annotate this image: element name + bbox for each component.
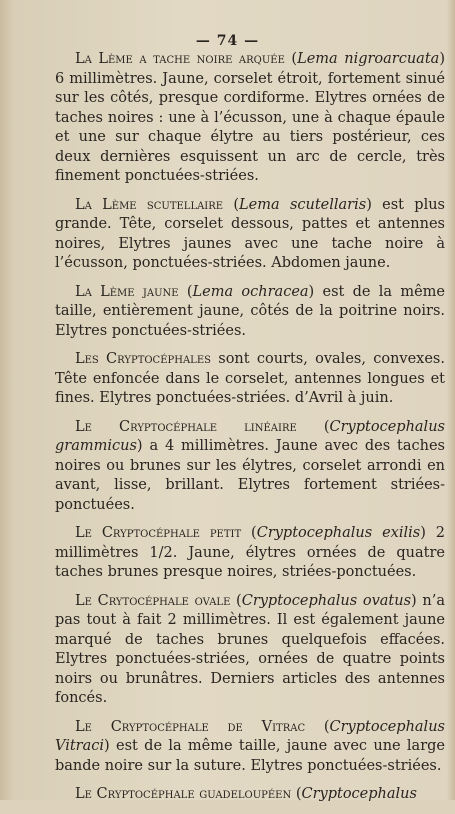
page-edge-left xyxy=(0,0,14,800)
paren-open: ( xyxy=(296,418,330,435)
entry-paragraph xyxy=(55,50,445,187)
description: sont courts, ovales, convexes. Tête enfoncée dans le corselet, antennes longues et fines. Elytres ponctuées-striées. d’Avril à juin. xyxy=(55,351,445,406)
latin-name: Lema scutellaris xyxy=(239,196,367,213)
paren-open: ( xyxy=(230,592,242,609)
page-number: — 74 — xyxy=(195,33,260,49)
paren-close: ) xyxy=(308,283,323,300)
paren-close: ) xyxy=(420,525,436,541)
species-name: Le Cryptocéphale guadeloupéen xyxy=(75,786,292,802)
paren-open: ( xyxy=(241,525,257,541)
species-name: Le Cryptocéphale linéaire xyxy=(75,418,297,435)
paren-open: ( xyxy=(223,196,240,213)
page-text xyxy=(55,50,445,814)
entry-paragraph xyxy=(55,350,445,409)
species-name: Le Crytocéphale ovale xyxy=(75,592,231,609)
paren-open: ( xyxy=(291,786,302,802)
page-edge-right xyxy=(447,0,455,800)
paren-close: ) xyxy=(366,196,383,213)
entry-paragraph xyxy=(55,785,445,805)
description: est plus grande. Tête, corselet dessous, pattes et antennes noires, Elytres jaunes avec une tache noire à l’écusson, ponctuées-striées. Abdomen jaune. xyxy=(55,196,445,271)
entry-paragraph xyxy=(55,592,445,709)
paren-open: ( xyxy=(305,718,330,735)
species-name: Le Cryptocéphale de Vitrac xyxy=(75,718,306,735)
species-name: Le Cryptocéphale petit xyxy=(75,525,242,541)
latin-name: Cryptocephalus exilis xyxy=(256,525,421,541)
paren-open: ( xyxy=(284,51,298,67)
entry-paragraph xyxy=(55,524,445,583)
description: est de la même taille, jaune avec une large bande noire sur la suture. Elytres ponctuées-striées. xyxy=(55,738,445,774)
entry-paragraph xyxy=(55,196,445,274)
description: est de la même taille, entièrement jaune, côtés de la poitrine noirs. Elytres ponctuées-striées. xyxy=(55,283,445,339)
description: 2 millimètres 1/2. Jaune, élytres ornées de quatre taches brunes presque noires, striées-ponctuées. xyxy=(55,525,445,580)
latin-name: Cryptocephalus xyxy=(301,786,417,802)
paren-close: ) xyxy=(411,592,423,609)
entry-paragraph xyxy=(55,283,445,342)
latin-name: Cryptocephalus Vitraci xyxy=(55,718,445,754)
paren-close: ) xyxy=(136,438,150,454)
latin-name: Cryptocephalus grammicus xyxy=(55,418,445,454)
latin-name: Lema nigroarcuata xyxy=(297,51,440,67)
entry-paragraph xyxy=(55,418,445,516)
entry-paragraph xyxy=(55,718,445,777)
species-name: La Lème a tache noire arquée xyxy=(75,51,285,67)
species-name: La Lème jaune xyxy=(75,283,179,300)
latin-name: Lema ochracea xyxy=(192,283,309,300)
description: a 4 millimètres. Jaune avec des taches noires ou brunes sur les élytres, corselet arrondi en avant, lisse, brillant. Elytres fortement striées-ponctuées. xyxy=(55,438,445,513)
species-name: La Lème scutellaire xyxy=(75,196,224,213)
paren-close: ) xyxy=(104,738,116,754)
paren-open: ( xyxy=(178,283,193,300)
species-name: Les Cryptocéphales xyxy=(75,351,211,367)
latin-name: Cryptocephalus ovatus xyxy=(241,592,412,609)
paren-close: ) xyxy=(439,51,445,67)
description: n’a pas tout à fait 2 millimètres. Il est également jaune marqué de taches brunes quelquefois effacées. Elytres ponctuées-striées, ornées de quatre points noirs ou brunâtres. Derniers articles des antennes foncés. xyxy=(55,592,445,706)
description: 6 millimètres. Jaune, corselet étroit, fortement sinué sur les côtés, presque cordiforme. Elytres ornées de taches noires : une à l’écusson, une à chaque épaule et une sur chaque élytre au tiers postérieur, ces deux dernières esquissent un arc de cercle, très finement ponctuées-striées. xyxy=(55,70,445,184)
